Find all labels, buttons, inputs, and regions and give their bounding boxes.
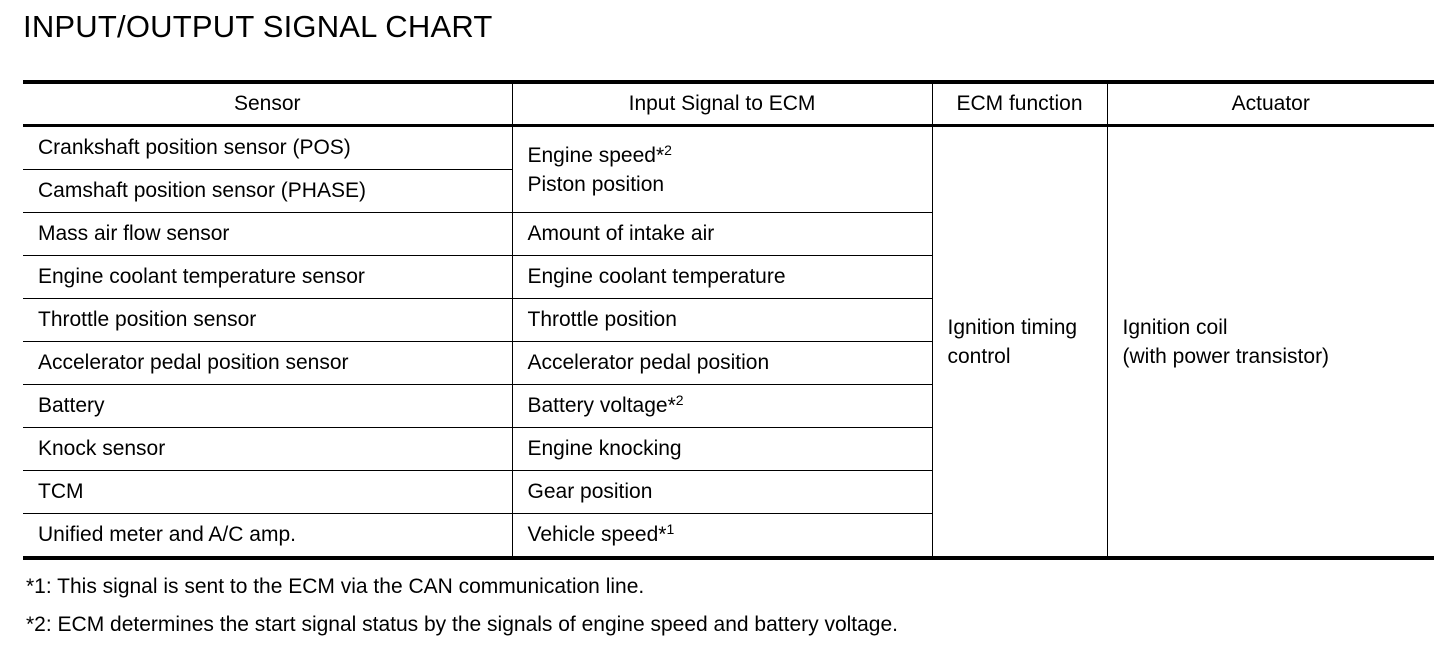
sensor-cell: Unified meter and A/C amp. (23, 514, 512, 559)
signal-cell: Amount of intake air (512, 213, 932, 256)
sensor-cell: Battery (23, 385, 512, 428)
actuator-line: (with power transistor) (1122, 344, 1330, 368)
sensor-cell: Crankshaft position sensor (POS) (23, 126, 512, 170)
table-header-row (23, 82, 1434, 126)
signal-cell: Engine coolant temperature (512, 256, 932, 299)
ecm-function-line: control (947, 344, 1011, 368)
actuator-cell (1107, 126, 1434, 559)
signal-cell-vehicle-speed: Vehicle speed*$^1$ (512, 514, 932, 559)
signal-engine-speed: Engine speed*$^2$ (527, 141, 672, 167)
footnote-ref: 2 (675, 392, 684, 408)
signal-cell-engine-speed-piston (512, 126, 932, 213)
footnote-ref: 2 (664, 141, 672, 158)
sensor-cell: Mass air flow sensor (23, 213, 512, 256)
ecm-function-cell (932, 126, 1107, 559)
signal-cell: Gear position (512, 471, 932, 514)
footnote-ref: 1 (666, 521, 675, 537)
header-actuator: Actuator (1107, 82, 1434, 126)
sensor-cell: Knock sensor (23, 428, 512, 471)
header-ecm-function: ECM function (932, 82, 1107, 126)
table-row (23, 126, 1434, 170)
signal-cell-battery-voltage: Battery voltage*$^2$ (512, 385, 932, 428)
header-sensor: Sensor (23, 82, 512, 126)
sensor-cell: Throttle position sensor (23, 299, 512, 342)
page-title: INPUT/OUTPUT SIGNAL CHART (23, 9, 493, 44)
header-input-signal: Input Signal to ECM (512, 82, 932, 126)
io-signal-table (23, 80, 1434, 560)
sensor-cell: Accelerator pedal position sensor (23, 342, 512, 385)
sensor-cell: TCM (23, 471, 512, 514)
signal-piston-position: Piston position (527, 172, 665, 196)
sensor-cell: Engine coolant temperature sensor (23, 256, 512, 299)
ecm-function-line: Ignition timing (947, 315, 1078, 339)
signal-cell: Engine knocking (512, 428, 932, 471)
footnote-2: *2: ECM determines the start signal status by the signals of engine speed and battery voltage. (26, 613, 899, 636)
sensor-cell: Camshaft position sensor (PHASE) (23, 170, 512, 213)
signal-cell: Throttle position (512, 299, 932, 342)
footnote-1: *1: This signal is sent to the ECM via the CAN communication line. (26, 575, 645, 598)
actuator-line: Ignition coil (1122, 315, 1228, 339)
signal-cell: Accelerator pedal position (512, 342, 932, 385)
